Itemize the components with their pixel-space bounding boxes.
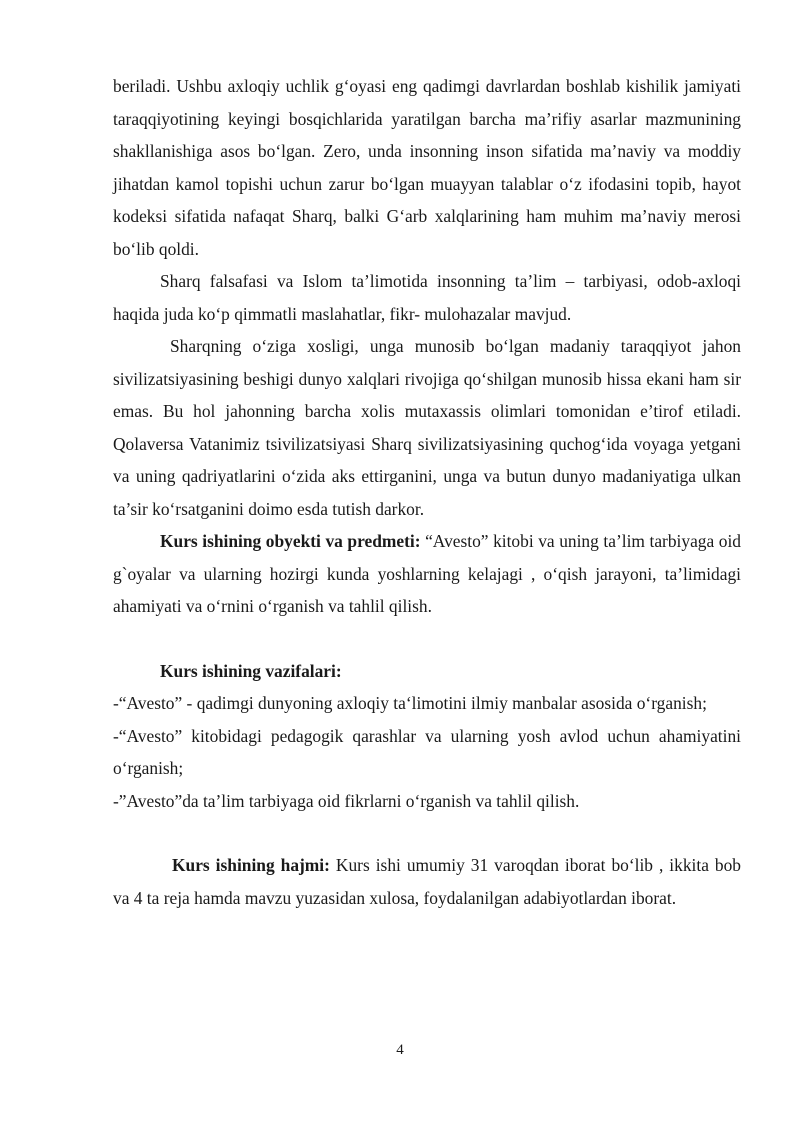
- task-item-2: -“Avesto” kitobidagi pedagogik qarashlar va ularning yosh avlod uchun ahamiyatini o‘rganish;: [113, 725, 741, 778]
- paragraph-sharq-falsafasi: Sharq falsafasi va Islom ta’limotida insonning ta’lim – tarbiyasi, odob-axloqi haqida juda ko‘p qimmatli maslahatlar, fikr- mulohazalar mavjud.: [113, 271, 741, 324]
- object-text: “Avesto” kitobi va uning ta’lim tarbiyaga oid g`oyalar va ularning hozirgi kunda yoshlarning kelajagi , o‘qish jarayoni, ta’limidagi ahamiyati va o‘rnini o‘rganish va tahlil qilish.: [113, 531, 741, 616]
- paragraph-sharq-xosligi: Sharqning o‘ziga xosligi, unga munosib bo‘lgan madaniy taraqqiyot jahon sivilizatsiyasining beshigi dunyo xalqlari rivojiga qo‘shilgan munosib hissa ekani ham sir emas. Bu hol jahonning barcha xolis mutaxassis olimlari tomonidan e’tirof etiladi. Qolaversa Vatanimiz tsivilizatsiyasi Sharq sivilizatsiyasining quchog‘ida voyaga yetgani va uning qadriyatlarini o‘zida aks ettirganini, unga va butun dunyo madaniyatiga ulkan ta’sir ko‘rsatganini doimo esda tutish darkor.: [113, 336, 741, 519]
- document-page: [113, 70, 741, 914]
- paragraph-volume: [113, 849, 741, 914]
- object-heading: Kurs ishining obyekti va predmeti:: [160, 531, 421, 551]
- tasks-heading-line: [113, 655, 741, 688]
- paragraph-intro: beriladi. Ushbu axloqiy uchlik g‘oyasi eng qadimgi davrlardan boshlab kishilik jamiyati taraqqiyotining keyingi bosqichlarida yaratilgan barcha ma’rifiy asarlar mazmunining shakllanishiga asos bo‘lgan. Zero, unda insonning inson sifatida ma’naviy va moddiy jihatdan kamol topishi uchun zarur bo‘lgan muayyan talablar o‘z ifodasini topib, hayot kodeksi sifatida nafaqat Sharq, balki G‘arb xalqlarining ham muhim ma’naviy merosi bo‘lib qoldi.: [113, 76, 741, 259]
- spacer: [113, 623, 741, 655]
- volume-text: Kurs ishi umumiy 31 varoqdan iborat bo‘lib , ikkita bob va 4 ta reja hamda mavzu yuzasidan xulosa, foydalanilgan adabiyotlardan iborat.: [113, 855, 741, 908]
- volume-heading: Kurs ishining hajmi:: [172, 855, 330, 875]
- task-item-3: -”Avesto”da ta’lim tarbiyaga oid fikrlarni o‘rganish va tahlil qilish.: [113, 790, 580, 811]
- task-item-1: -“Avesto” - qadimgi dunyoning axloqiy ta‘limotini ilmiy manbalar asosida o‘rganish;: [113, 693, 707, 713]
- spacer: [113, 817, 741, 849]
- page-number: 4: [396, 1042, 404, 1058]
- paragraph-object: [113, 525, 741, 623]
- tasks-heading: Kurs ishining vazifalari:: [160, 660, 342, 681]
